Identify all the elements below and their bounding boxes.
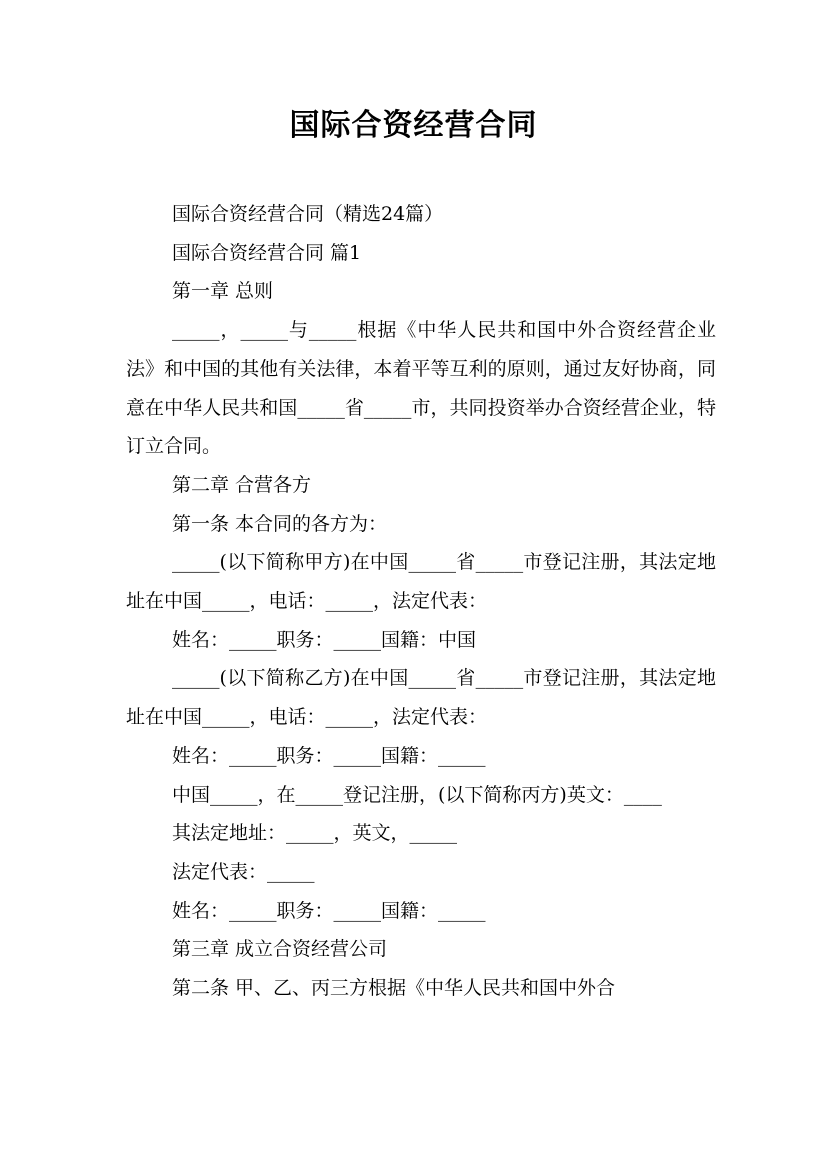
document-title: 国际合资经营合同	[289, 108, 538, 143]
chapter-heading-1: 第一章 总则	[172, 280, 274, 303]
chapter-heading-3: 第三章 成立合资经营公司	[172, 938, 388, 961]
party-c-address: 其法定地址：_____，英文，_____	[172, 822, 458, 845]
document-body	[126, 195, 716, 1008]
article-1: 第一条 本合同的各方为：	[172, 512, 388, 535]
paragraph-preamble: _____，_____与_____根据《中华人民共和国中外合资经营企业法》和中国的其他有关法律，本着平等互利的原则，通过友好协商，同意在中华人民共和国_____省_____市，共同投资举办合资经营企业，特订立合同。	[126, 319, 716, 458]
chapter-heading-2: 第二章 合营各方	[172, 473, 312, 496]
party-b-representative: 姓名：_____职务：_____国籍：_____	[172, 744, 486, 767]
party-a-registration: _____(以下简称甲方)在中国_____省_____市登记注册，其法定地址在中国_____，电话：_____，法定代表：	[126, 551, 716, 613]
party-c-registration: 中国_____，在_____登记注册，(以下简称丙方)英文：____	[172, 783, 662, 806]
paragraph-section-title: 国际合资经营合同 篇1	[172, 241, 362, 264]
party-b-registration: _____(以下简称乙方)在中国_____省_____市登记注册，其法定地址在中国_____，电话：_____，法定代表：	[126, 667, 716, 729]
party-a-representative: 姓名：_____职务：_____国籍：中国	[172, 628, 477, 651]
party-c-legal-rep: 法定代表：_____	[172, 860, 315, 883]
paragraph-collection-title: 国际合资经营合同（精选24篇）	[172, 203, 444, 225]
party-c-representative: 姓名：_____职务：_____国籍：_____	[172, 899, 486, 922]
article-2: 第二条 甲、乙、丙三方根据《中华人民共和国中外合	[172, 977, 616, 1000]
